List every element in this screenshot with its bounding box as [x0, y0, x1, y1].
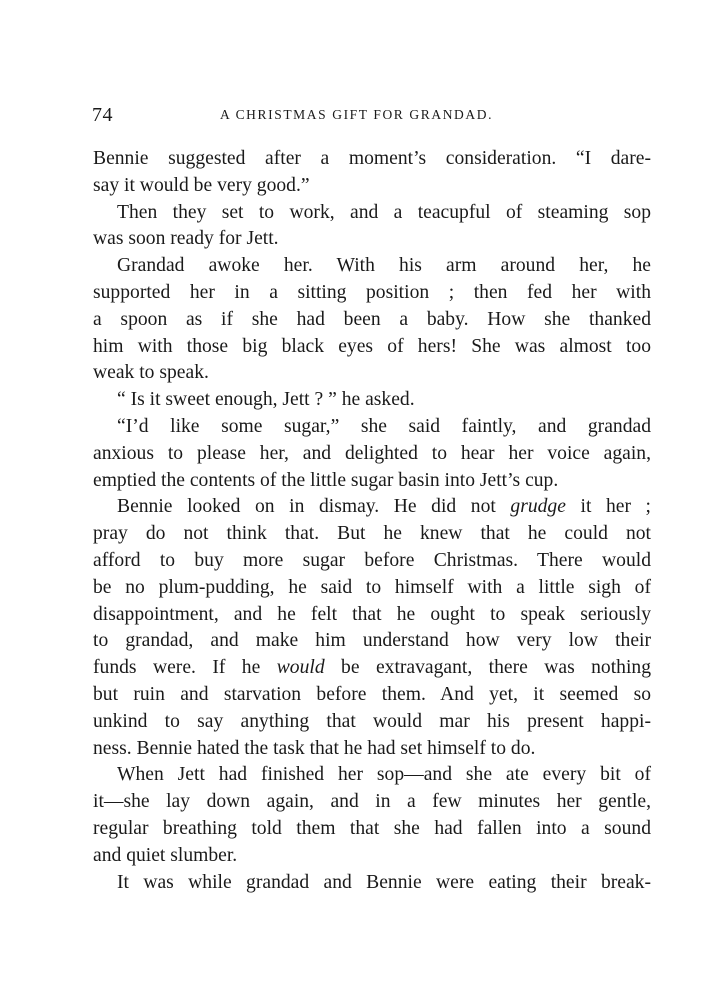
text-segment: was soon ready for Jett. — [93, 228, 279, 250]
text-segment: It was while grandad and Bennie were eating their break- — [117, 871, 651, 893]
italic-word: grudge — [510, 496, 566, 518]
text-segment: Bennie looked on in dismay. He did not — [117, 496, 511, 518]
text-segment: emptied the contents of the little sugar basin into Jett’s cup. — [93, 469, 559, 491]
text-line — [93, 253, 651, 280]
text-segment: funds were. If he — [93, 657, 277, 679]
italic-word: would — [276, 657, 325, 679]
text-line — [93, 655, 651, 682]
text-segment: him with those big black eyes of hers! She was almost too — [93, 335, 651, 357]
text-line — [93, 307, 651, 334]
text-segment: and quiet slumber. — [93, 844, 238, 866]
text-line — [93, 334, 651, 361]
text-segment: but ruin and starvation before them. And yet, it seemed so — [93, 683, 651, 705]
page-header — [92, 104, 652, 128]
text-line — [93, 468, 651, 495]
text-segment: be extravagant, there was nothing — [324, 657, 651, 679]
text-line — [93, 789, 651, 816]
text-line — [93, 387, 651, 414]
text-segment: afford to buy more sugar before Christmas. There would — [93, 549, 651, 571]
text-line — [93, 575, 651, 602]
text-segment: disappointment, and he felt that he ought to speak seriously — [93, 603, 651, 625]
text-segment: weak to speak. — [93, 362, 209, 384]
text-segment: Grandad awoke her. With his arm around her, he — [117, 255, 651, 277]
text-segment: pray do not think that. But he knew that he could not — [93, 523, 651, 545]
text-segment: be no plum-pudding, he said to himself with a little sigh of — [93, 576, 651, 598]
text-line — [93, 494, 651, 521]
body-text — [93, 146, 651, 896]
text-line — [93, 628, 651, 655]
text-segment: say it would be very good.” — [93, 174, 310, 196]
text-line — [93, 146, 651, 173]
text-segment: regular breathing told them that she had fallen into a sound — [93, 817, 651, 839]
text-line — [93, 602, 651, 629]
text-segment: it—she lay down again, and in a few minutes her gentle, — [93, 791, 651, 813]
text-segment: unkind to say anything that would mar his present happi- — [93, 710, 651, 732]
page-number: 74 — [92, 104, 113, 126]
text-line — [93, 548, 651, 575]
text-line — [93, 226, 651, 253]
text-line — [93, 200, 651, 227]
text-segment: it her ; — [565, 496, 651, 518]
text-line — [93, 173, 651, 200]
text-line — [93, 709, 651, 736]
text-line — [93, 414, 651, 441]
text-line — [93, 843, 651, 870]
text-line — [93, 360, 651, 387]
text-segment: ness. Bennie hated the task that he had set himself to do. — [93, 737, 536, 759]
text-line — [93, 816, 651, 843]
text-line — [93, 870, 651, 897]
text-segment: “I’d like some sugar,” she said faintly, and grandad — [117, 415, 651, 437]
text-segment: Then they set to work, and a teacupful of steaming sop — [117, 201, 651, 223]
text-line — [93, 762, 651, 789]
running-title: A CHRISTMAS GIFT FOR GRANDAD. — [220, 107, 494, 122]
text-segment: to grandad, and make him understand how very low their — [93, 630, 651, 652]
text-line — [93, 521, 651, 548]
text-line — [93, 441, 651, 468]
text-segment: “ Is it sweet enough, Jett ? ” he asked. — [117, 389, 415, 411]
text-segment: When Jett had finished her sop—and she ate every bit of — [117, 764, 651, 786]
text-line — [93, 736, 651, 763]
text-segment: Bennie suggested after a moment’s consideration. “I dare- — [93, 148, 651, 169]
text-segment: supported her in a sitting position ; then fed her with — [93, 281, 651, 303]
text-line — [93, 682, 651, 709]
text-segment: a spoon as if she had been a baby. How she thanked — [93, 308, 651, 330]
text-line — [93, 280, 651, 307]
text-segment: anxious to please her, and delighted to hear her voice again, — [93, 442, 651, 464]
